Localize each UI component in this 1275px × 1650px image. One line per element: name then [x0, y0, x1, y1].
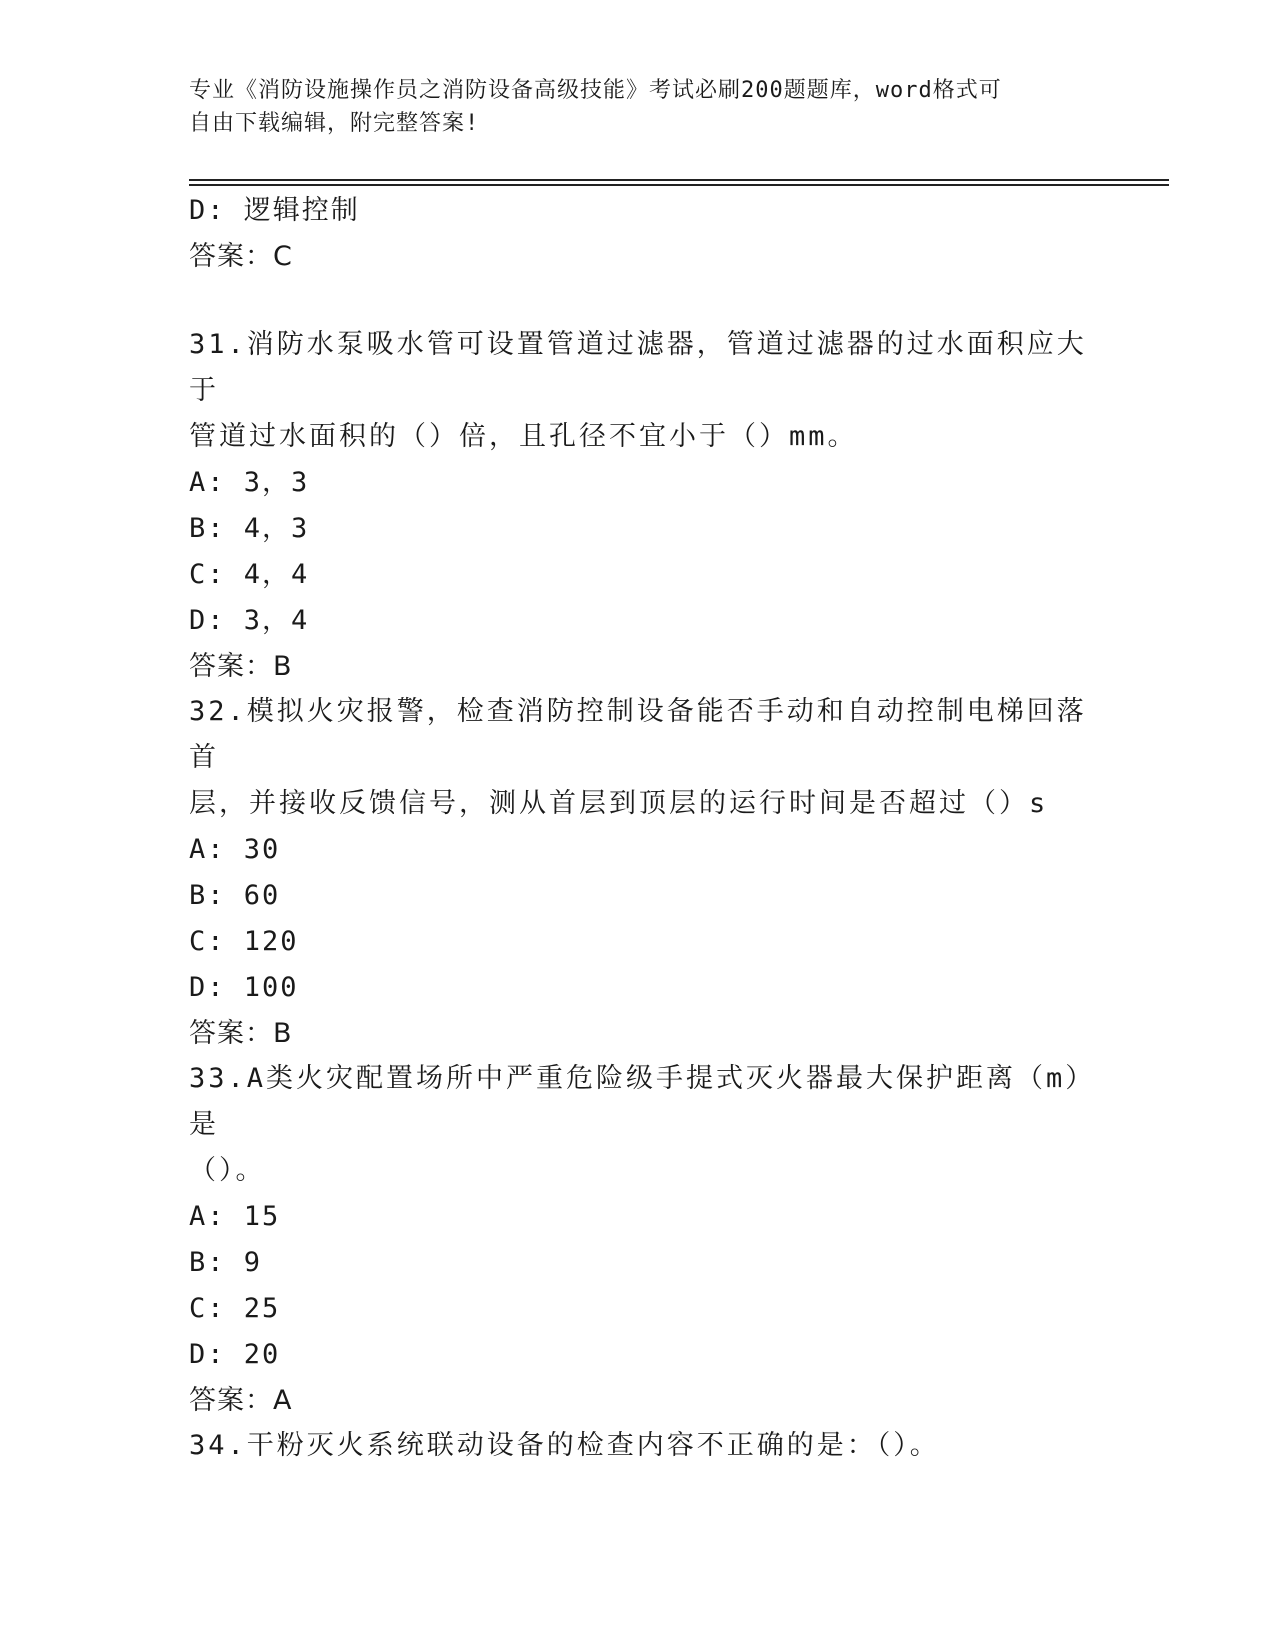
- header-line-1: 专业《消防设施操作员之消防设备高级技能》考试必刷200题题库，word格式可: [189, 78, 1002, 103]
- header-divider-bottom: [189, 184, 1169, 186]
- header-line-2: 自由下载编辑，附完整答案!: [189, 111, 480, 136]
- answer-line: 答案：A: [189, 1385, 293, 1416]
- option-b: B: 4，3: [189, 513, 310, 544]
- question-text-line-1: 33.A类火灾配置场所中严重危险级手提式灭火器最大保护距离（m）是: [189, 1063, 1082, 1140]
- question-31: [189, 322, 1089, 690]
- option-d: D: 逻辑控制: [189, 195, 360, 226]
- answer-line: 答案：B: [189, 651, 293, 682]
- option-c: C: 4，4: [189, 559, 310, 590]
- question-33: [189, 1056, 1089, 1424]
- question-text-line-1: 32.模拟火灾报警，检查消防控制设备能否手动和自动控制电梯回落首: [189, 696, 1087, 773]
- option-c: C: 25: [189, 1293, 281, 1324]
- question-text-line-1: 31.消防水泵吸水管可设置管道过滤器，管道过滤器的过水面积应大于: [189, 329, 1087, 406]
- question-text-line-2: 层，并接收反馈信号，测从首层到顶层的运行时间是否超过（）s: [189, 788, 1049, 819]
- option-a: A: 30: [189, 834, 281, 865]
- option-b: B: 60: [189, 880, 281, 911]
- option-d: D: 20: [189, 1339, 281, 1370]
- question-32: [189, 689, 1089, 1057]
- answer-line: 答案：C: [189, 241, 293, 272]
- question-text-line-1: 34.干粉灭火系统联动设备的检查内容不正确的是：（）。: [189, 1430, 940, 1461]
- option-d: D: 3，4: [189, 605, 310, 636]
- option-c: C: 120: [189, 926, 299, 957]
- question-34: [189, 1423, 1089, 1469]
- option-b: B: 9: [189, 1247, 263, 1278]
- question-text-line-2: （）。: [189, 1155, 266, 1186]
- option-a: A: 3，3: [189, 467, 310, 498]
- document-header: [189, 74, 1089, 140]
- header-divider-top: [189, 179, 1169, 181]
- previous-question-tail: [189, 188, 1089, 280]
- question-text-line-2: 管道过水面积的（）倍，且孔径不宜小于（）mm。: [189, 421, 858, 452]
- answer-line: 答案：B: [189, 1018, 293, 1049]
- option-a: A: 15: [189, 1201, 281, 1232]
- option-d: D: 100: [189, 972, 299, 1003]
